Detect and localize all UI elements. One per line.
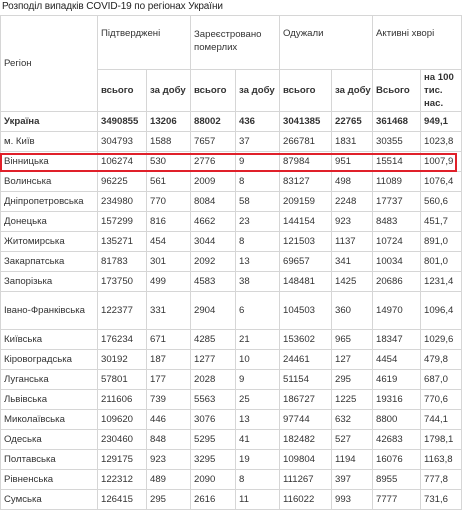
region-cell: м. Київ bbox=[1, 132, 98, 152]
active-total-cell: 30355 bbox=[373, 132, 421, 152]
active-total-cell: 17737 bbox=[373, 192, 421, 212]
table-row bbox=[1, 112, 462, 132]
active-total-cell: 16076 bbox=[373, 450, 421, 470]
active-total-cell: 4454 bbox=[373, 350, 421, 370]
region-cell: Львівська bbox=[1, 390, 98, 410]
region-cell: Запорізька bbox=[1, 272, 98, 292]
deaths-per-day-cell: 9 bbox=[236, 370, 280, 390]
recovered-per-day-cell: 498 bbox=[332, 172, 373, 192]
deaths-total-cell: 2028 bbox=[191, 370, 236, 390]
deaths-per-day-cell: 9 bbox=[236, 152, 280, 172]
deaths-per-day-cell: 8 bbox=[236, 172, 280, 192]
active-per-100k-cell: 1007,9 bbox=[421, 152, 462, 172]
recovered-total-cell: 51154 bbox=[280, 370, 332, 390]
deaths-per-day-cell: 11 bbox=[236, 490, 280, 510]
deaths-per-day-cell: 13 bbox=[236, 410, 280, 430]
deaths-per-day-cell: 19 bbox=[236, 450, 280, 470]
recovered-per-day-cell: 951 bbox=[332, 152, 373, 172]
active-total-cell: 15514 bbox=[373, 152, 421, 172]
recovered-total-cell: 121503 bbox=[280, 232, 332, 252]
deaths-total-cell: 4285 bbox=[191, 330, 236, 350]
deaths-total-cell: 3295 bbox=[191, 450, 236, 470]
region-cell: Вінницька bbox=[1, 152, 98, 172]
recovered-total-cell: 3041385 bbox=[280, 112, 332, 132]
region-cell: Київська bbox=[1, 330, 98, 350]
active-per-100k-cell: 479,8 bbox=[421, 350, 462, 370]
confirmed-per-day-cell: 848 bbox=[147, 430, 191, 450]
deaths-total-cell: 2090 bbox=[191, 470, 236, 490]
recovered-total-cell: 109804 bbox=[280, 450, 332, 470]
region-cell: Україна bbox=[1, 112, 98, 132]
table-row bbox=[1, 330, 462, 350]
table-row bbox=[1, 192, 462, 212]
active-total-cell: 8483 bbox=[373, 212, 421, 232]
deaths-per-day-cell: 25 bbox=[236, 390, 280, 410]
region-cell: Сумська bbox=[1, 490, 98, 510]
deaths-per-day-cell: 6 bbox=[236, 292, 280, 330]
deaths-per-day-cell: 23 bbox=[236, 212, 280, 232]
region-cell: Полтавська bbox=[1, 450, 98, 470]
active-per-100k-cell: 891,0 bbox=[421, 232, 462, 252]
recovered-per-day-cell: 360 bbox=[332, 292, 373, 330]
recovered-total-cell: 69657 bbox=[280, 252, 332, 272]
recovered-per-day-cell: 397 bbox=[332, 470, 373, 490]
confirmed-per-day-cell: 923 bbox=[147, 450, 191, 470]
deaths-per-day-cell: 10 bbox=[236, 350, 280, 370]
active-total-cell: 7777 bbox=[373, 490, 421, 510]
table-row bbox=[1, 132, 462, 152]
active-per-100k-cell: 1163,8 bbox=[421, 450, 462, 470]
region-cell: Івано-Франківська bbox=[1, 292, 98, 330]
confirmed-per-day-cell: 770 bbox=[147, 192, 191, 212]
recovered-total-cell: 111267 bbox=[280, 470, 332, 490]
confirmed-total-cell: 81783 bbox=[98, 252, 147, 272]
confirmed-per-day-cell: 446 bbox=[147, 410, 191, 430]
table-row bbox=[1, 370, 462, 390]
confirmed-per-day-cell: 331 bbox=[147, 292, 191, 330]
table-row bbox=[1, 410, 462, 430]
confirmed-total-cell: 96225 bbox=[98, 172, 147, 192]
deaths-per-day-cell: 21 bbox=[236, 330, 280, 350]
active-header: Активні хворі bbox=[373, 16, 462, 70]
confirmed-total-cell: 234980 bbox=[98, 192, 147, 212]
deaths-total-cell: 4662 bbox=[191, 212, 236, 232]
deaths-total-cell: 5563 bbox=[191, 390, 236, 410]
active-per-100k-cell: 949,1 bbox=[421, 112, 462, 132]
confirmed-per-day-cell: 499 bbox=[147, 272, 191, 292]
active-total-cell: 8800 bbox=[373, 410, 421, 430]
recovered-total-cell: 266781 bbox=[280, 132, 332, 152]
confirmed-per-day-cell: 816 bbox=[147, 212, 191, 232]
recovered-per-day-cell: 1194 bbox=[332, 450, 373, 470]
confirmed-total-cell: 157299 bbox=[98, 212, 147, 232]
table-row bbox=[1, 172, 462, 192]
deaths-total-cell: 2092 bbox=[191, 252, 236, 272]
recovered-per-day-cell: 341 bbox=[332, 252, 373, 272]
recovered-total-cell: 87984 bbox=[280, 152, 332, 172]
confirmed-total-cell: 173750 bbox=[98, 272, 147, 292]
region-cell: Миколаївська bbox=[1, 410, 98, 430]
deaths-per-day-cell: 58 bbox=[236, 192, 280, 212]
active-per-100k-cell: 1029,6 bbox=[421, 330, 462, 350]
active-per-100k-cell: 687,0 bbox=[421, 370, 462, 390]
deaths-per-day-cell: 38 bbox=[236, 272, 280, 292]
confirmed-per-day-cell: 301 bbox=[147, 252, 191, 272]
recovered-total-cell: 182482 bbox=[280, 430, 332, 450]
confirmed-total-cell: 176234 bbox=[98, 330, 147, 350]
recovered-per-day-cell: 923 bbox=[332, 212, 373, 232]
region-cell: Донецька bbox=[1, 212, 98, 232]
active-per-100k-cell: 1231,4 bbox=[421, 272, 462, 292]
deaths-total-cell: 2616 bbox=[191, 490, 236, 510]
deaths-per-day-cell: 37 bbox=[236, 132, 280, 152]
confirmed-total-cell: 57801 bbox=[98, 370, 147, 390]
active-per-100k-cell: 777,8 bbox=[421, 470, 462, 490]
active-per-100k-cell: 731,6 bbox=[421, 490, 462, 510]
deaths-header: Зареєстровано померлих bbox=[191, 16, 280, 70]
recovered-total-cell: 144154 bbox=[280, 212, 332, 232]
active-total-cell: 8955 bbox=[373, 470, 421, 490]
confirmed-total-cell: 230460 bbox=[98, 430, 147, 450]
recovered-per-day-header: за добу bbox=[332, 70, 373, 112]
deaths-total-cell: 2904 bbox=[191, 292, 236, 330]
recovered-per-day-cell: 1225 bbox=[332, 390, 373, 410]
recovered-header: Одужали bbox=[280, 16, 373, 70]
active-per-100k-cell: 560,6 bbox=[421, 192, 462, 212]
active-per-100k-cell: 1798,1 bbox=[421, 430, 462, 450]
recovered-total-cell: 116022 bbox=[280, 490, 332, 510]
deaths-total-cell: 3044 bbox=[191, 232, 236, 252]
active-per-100k-header: на 100 тис. нас. bbox=[421, 70, 462, 112]
confirmed-total-cell: 109620 bbox=[98, 410, 147, 430]
confirmed-total-cell: 304793 bbox=[98, 132, 147, 152]
recovered-per-day-cell: 2248 bbox=[332, 192, 373, 212]
deaths-per-day-cell: 13 bbox=[236, 252, 280, 272]
active-total-cell: 18347 bbox=[373, 330, 421, 350]
confirmed-per-day-cell: 530 bbox=[147, 152, 191, 172]
confirmed-total-cell: 30192 bbox=[98, 350, 147, 370]
active-per-100k-cell: 451,7 bbox=[421, 212, 462, 232]
deaths-total-cell: 2776 bbox=[191, 152, 236, 172]
confirmed-per-day-header: за добу bbox=[147, 70, 191, 112]
active-total-cell: 10034 bbox=[373, 252, 421, 272]
confirmed-total-cell: 135271 bbox=[98, 232, 147, 252]
active-total-cell: 42683 bbox=[373, 430, 421, 450]
confirmed-per-day-cell: 489 bbox=[147, 470, 191, 490]
confirmed-total-cell: 122312 bbox=[98, 470, 147, 490]
recovered-total-cell: 83127 bbox=[280, 172, 332, 192]
recovered-per-day-cell: 295 bbox=[332, 370, 373, 390]
active-total-cell: 11089 bbox=[373, 172, 421, 192]
region-cell: Одеська bbox=[1, 430, 98, 450]
active-total-cell: 361468 bbox=[373, 112, 421, 132]
region-cell: Кіровоградська bbox=[1, 350, 98, 370]
table-row bbox=[1, 152, 462, 172]
active-per-100k-cell: 1096,4 bbox=[421, 292, 462, 330]
active-per-100k-cell: 1023,8 bbox=[421, 132, 462, 152]
table-row bbox=[1, 470, 462, 490]
active-total-cell: 4619 bbox=[373, 370, 421, 390]
confirmed-total-cell: 3490855 bbox=[98, 112, 147, 132]
deaths-total-cell: 88002 bbox=[191, 112, 236, 132]
region-header: Регіон bbox=[1, 16, 98, 112]
active-per-100k-cell: 801,0 bbox=[421, 252, 462, 272]
confirmed-per-day-cell: 13206 bbox=[147, 112, 191, 132]
confirmed-total-cell: 129175 bbox=[98, 450, 147, 470]
header-row-groups bbox=[1, 16, 462, 70]
deaths-total-cell: 5295 bbox=[191, 430, 236, 450]
region-cell: Волинська bbox=[1, 172, 98, 192]
table-row bbox=[1, 212, 462, 232]
table-row bbox=[1, 490, 462, 510]
covid-regions-table bbox=[0, 15, 462, 510]
region-cell: Луганська bbox=[1, 370, 98, 390]
recovered-total-cell: 148481 bbox=[280, 272, 332, 292]
region-cell: Дніпропетровська bbox=[1, 192, 98, 212]
region-cell: Рівненська bbox=[1, 470, 98, 490]
active-total-cell: 10724 bbox=[373, 232, 421, 252]
deaths-total-cell: 7657 bbox=[191, 132, 236, 152]
active-total-cell: 19316 bbox=[373, 390, 421, 410]
recovered-per-day-cell: 632 bbox=[332, 410, 373, 430]
table-row bbox=[1, 272, 462, 292]
deaths-total-cell: 4583 bbox=[191, 272, 236, 292]
table-row bbox=[1, 390, 462, 410]
deaths-per-day-cell: 436 bbox=[236, 112, 280, 132]
table-row bbox=[1, 232, 462, 252]
table-row bbox=[1, 252, 462, 272]
deaths-total-cell: 1277 bbox=[191, 350, 236, 370]
table-row bbox=[1, 350, 462, 370]
active-total-cell: 20686 bbox=[373, 272, 421, 292]
confirmed-per-day-cell: 454 bbox=[147, 232, 191, 252]
confirmed-total-cell: 211606 bbox=[98, 390, 147, 410]
deaths-total-cell: 2009 bbox=[191, 172, 236, 192]
deaths-per-day-cell: 41 bbox=[236, 430, 280, 450]
active-per-100k-cell: 744,1 bbox=[421, 410, 462, 430]
table-body bbox=[1, 112, 462, 510]
recovered-per-day-cell: 993 bbox=[332, 490, 373, 510]
deaths-total-cell: 8084 bbox=[191, 192, 236, 212]
recovered-per-day-cell: 1831 bbox=[332, 132, 373, 152]
recovered-total-cell: 104503 bbox=[280, 292, 332, 330]
active-total-cell: 14970 bbox=[373, 292, 421, 330]
recovered-total-cell: 24461 bbox=[280, 350, 332, 370]
confirmed-header: Підтверджені bbox=[98, 16, 191, 70]
recovered-per-day-cell: 1137 bbox=[332, 232, 373, 252]
confirmed-per-day-cell: 177 bbox=[147, 370, 191, 390]
table-row bbox=[1, 292, 462, 330]
active-total-header: Всього bbox=[373, 70, 421, 112]
confirmed-per-day-cell: 187 bbox=[147, 350, 191, 370]
table-title: Розподіл випадків COVID-19 по регіонах України bbox=[2, 1, 223, 12]
table-row bbox=[1, 450, 462, 470]
recovered-per-day-cell: 127 bbox=[332, 350, 373, 370]
active-per-100k-cell: 770,6 bbox=[421, 390, 462, 410]
table-row bbox=[1, 430, 462, 450]
recovered-per-day-cell: 1425 bbox=[332, 272, 373, 292]
confirmed-per-day-cell: 561 bbox=[147, 172, 191, 192]
deaths-total-cell: 3076 bbox=[191, 410, 236, 430]
deaths-total-header: всього bbox=[191, 70, 236, 112]
confirmed-per-day-cell: 739 bbox=[147, 390, 191, 410]
recovered-per-day-cell: 22765 bbox=[332, 112, 373, 132]
recovered-total-cell: 209159 bbox=[280, 192, 332, 212]
deaths-per-day-cell: 8 bbox=[236, 232, 280, 252]
confirmed-per-day-cell: 1588 bbox=[147, 132, 191, 152]
confirmed-total-cell: 122377 bbox=[98, 292, 147, 330]
region-cell: Закарпатська bbox=[1, 252, 98, 272]
deaths-per-day-header: за добу bbox=[236, 70, 280, 112]
region-cell: Житомирська bbox=[1, 232, 98, 252]
recovered-total-cell: 97744 bbox=[280, 410, 332, 430]
confirmed-total-header: всього bbox=[98, 70, 147, 112]
confirmed-total-cell: 106274 bbox=[98, 152, 147, 172]
recovered-per-day-cell: 965 bbox=[332, 330, 373, 350]
confirmed-per-day-cell: 295 bbox=[147, 490, 191, 510]
confirmed-per-day-cell: 671 bbox=[147, 330, 191, 350]
recovered-total-cell: 186727 bbox=[280, 390, 332, 410]
active-per-100k-cell: 1076,4 bbox=[421, 172, 462, 192]
recovered-total-cell: 153602 bbox=[280, 330, 332, 350]
deaths-per-day-cell: 8 bbox=[236, 470, 280, 490]
recovered-per-day-cell: 527 bbox=[332, 430, 373, 450]
confirmed-total-cell: 126415 bbox=[98, 490, 147, 510]
recovered-total-header: всього bbox=[280, 70, 332, 112]
